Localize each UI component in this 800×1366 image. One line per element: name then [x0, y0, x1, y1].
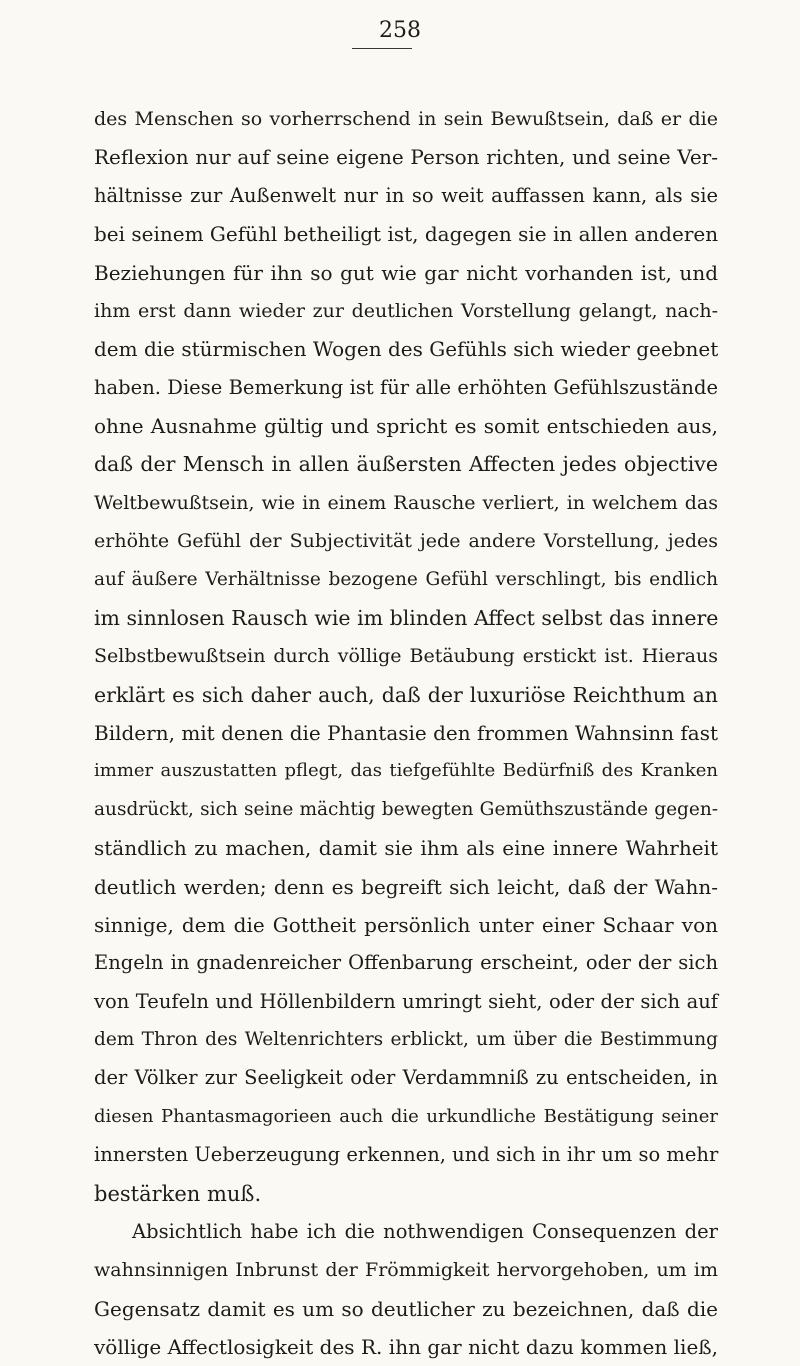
text-line: ständlich zu machen, damit sie ihm als eine innere Wahrheit: [94, 836, 718, 861]
text-line: ihm erst dann wieder zur deutlichen Vorstellung gelangt, nach-: [94, 299, 718, 322]
text-line: haben. Diese Bemerkung ist für alle erhöhten Gefühlszustände: [94, 375, 718, 399]
text-line: bei seinem Gefühl betheiligt ist, dagegen sie in allen anderen: [94, 222, 719, 247]
text-line: Engeln in gnadenreicher Offenbarung erscheint, oder der sich: [94, 951, 718, 975]
text-line: der Völker zur Seeligkeit oder Verdammniß zu entscheiden, in: [94, 1066, 718, 1090]
text-line: immer auszustatten pflegt, das tiefgefühlte Bedürfniß des Kranken: [94, 760, 718, 782]
text-line: völlige Affectlosigkeit des R. ihn gar nicht dazu kommen ließ,: [94, 1335, 718, 1359]
text-line: sinnige, dem die Gottheit persönlich unter einer Schaar von: [94, 912, 718, 937]
text-line: des Menschen so vorherrschend in sein Bewußtsein, daß er die: [94, 108, 718, 130]
text-line: Reflexion nur auf seine eigene Person richten, und seine Ver-: [94, 145, 718, 170]
text-line: Beziehungen für ihn so gut wie gar nicht vorhanden ist, und: [94, 260, 718, 285]
text-line: Gegensatz damit es um so deutlicher zu bezeichnen, daß die: [94, 1296, 718, 1321]
text-line: deutlich werden; denn es begreift sich leicht, daß der Wahn-: [94, 874, 718, 899]
text-line: Bildern, mit denen die Phantasie den frommen Wahnsinn fast: [94, 721, 718, 745]
text-line: dem die stürmischen Wogen des Gefühls sich wieder geebnet: [94, 337, 719, 362]
page-number: 258: [379, 18, 421, 43]
text-line: diesen Phantasmagorieen auch die urkundliche Bestätigung seiner: [94, 1105, 718, 1127]
text-line: Weltbewußtsein, wie in einem Rausche verliert, in welchem das: [94, 491, 718, 514]
paragraph-start-line: Absichtlich habe ich die nothwendigen Consequenzen der: [132, 1219, 718, 1243]
text-line: innersten Ueberzeugung erkennen, und sich in ihr um so mehr: [94, 1143, 719, 1167]
text-line: ausdrückt, sich seine mächtig bewegten Gemüthszustände gegen-: [94, 798, 718, 820]
header-rule: [352, 48, 412, 49]
text-line: dem Thron des Weltenrichters erblickt, um über die Bestimmung: [94, 1029, 718, 1050]
text-line: erhöhte Gefühl der Subjectivität jede andere Vorstellung, jedes: [94, 530, 718, 553]
text-line: Selbstbewußtsein durch völlige Betäubung erstickt ist. Hieraus: [94, 645, 718, 668]
text-line: wahnsinnigen Inbrunst der Frömmigkeit hervorgehoben, um im: [94, 1259, 718, 1282]
text-line: erklärt es sich daher auch, daß der luxuriöse Reichthum an: [94, 682, 718, 707]
text-line: ohne Ausnahme gültig und spricht es somit entschieden aus,: [94, 414, 718, 438]
text-line: im sinnlosen Rausch wie im blinden Affect selbst das innere: [94, 605, 719, 630]
text-line: auf äußere Verhältnisse bezogene Gefühl verschlingt, bis endlich: [94, 568, 718, 590]
text-line: daß der Mensch in allen äußersten Affecten jedes objective: [94, 452, 718, 477]
paragraph-end-line: bestärken muß.: [94, 1181, 262, 1206]
text-line: von Teufeln und Höllenbildern umringt sieht, oder der sich auf: [94, 989, 718, 1013]
body-text: [94, 100, 718, 1366]
text-line: hältnisse zur Außenwelt nur in so weit auffassen kann, als sie: [94, 183, 718, 207]
